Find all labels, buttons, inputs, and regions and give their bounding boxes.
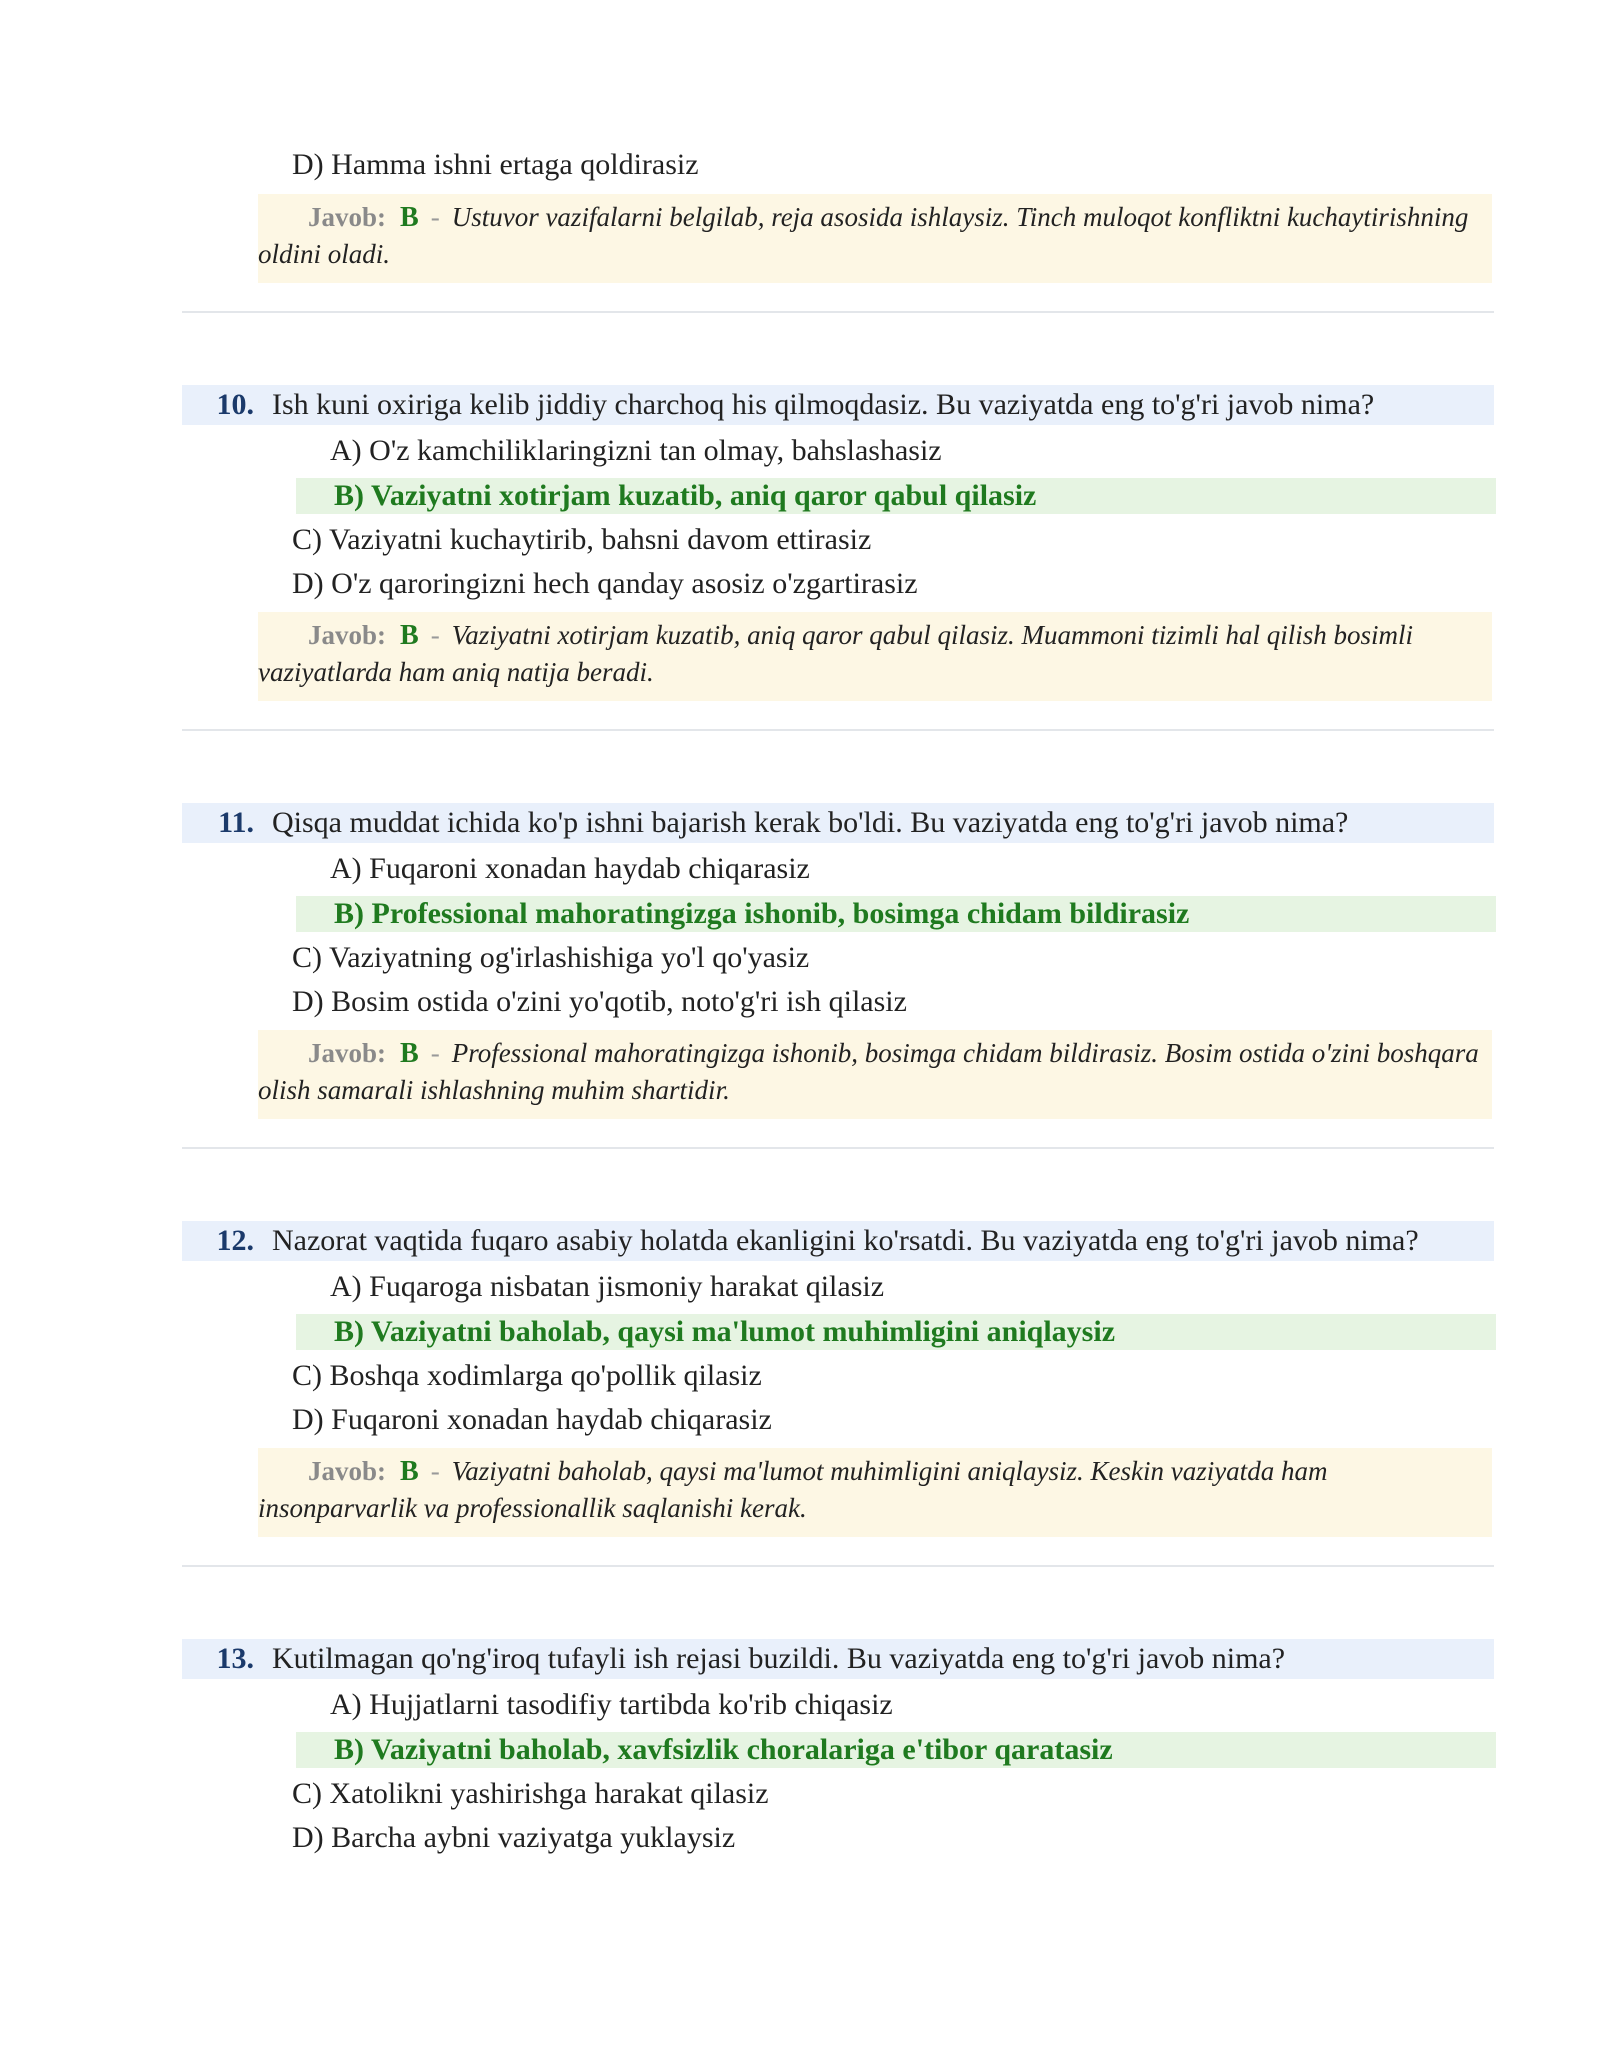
answer-dash: - <box>430 1038 440 1068</box>
question-10-header <box>182 385 1494 425</box>
answer-explanation: Ustuvor vazifalarni belgilab, reja asosida ishlaysiz. Tinch muloqot konfliktni kuchaytirishning oldini oladi. <box>258 202 1469 269</box>
answer-explanation: Vaziyatni xotirjam kuzatib, aniq qaror qabul qilasiz. Muammoni tizimli hal qilish bosimli vaziyatlarda ham aniq natija beradi. <box>258 620 1413 687</box>
answer-letter: B <box>400 202 419 233</box>
question-number: 13. <box>216 1642 254 1675</box>
q11-option-c[interactable]: C) Vaziyatning og'irlashishiga yo'l qo'yasiz <box>292 941 810 974</box>
q11-option-b-correct[interactable]: B) Professional mahoratingizga ishonib, bosimga chidam bildirasiz <box>296 896 1496 932</box>
answer-dash: - <box>430 620 440 650</box>
q13-option-b-correct[interactable]: B) Vaziyatni baholab, xavfsizlik choralariga e'tibor qaratasiz <box>296 1732 1496 1768</box>
divider <box>182 1147 1494 1149</box>
answer-dash: - <box>430 202 440 232</box>
question-number: 11. <box>218 806 254 839</box>
q12-option-c[interactable]: C) Boshqa xodimlarga qo'pollik qilasiz <box>292 1359 762 1392</box>
q11-option-d[interactable]: D) Bosim ostida o'zini yo'qotib, noto'g'ri ish qilasiz <box>292 985 907 1018</box>
q11-option-a[interactable]: A) Fuqaroni xonadan haydab chiqarasiz <box>330 852 810 885</box>
answer-letter: B <box>400 1456 419 1487</box>
question-13-header <box>182 1639 1494 1679</box>
answer-label: Javob: <box>308 202 387 232</box>
q12-option-a[interactable]: A) Fuqaroga nisbatan jismoniy harakat qilasiz <box>330 1270 885 1303</box>
q12-option-b-correct[interactable]: B) Vaziyatni baholab, qaysi ma'lumot muhimligini aniqlaysiz <box>296 1314 1496 1350</box>
question-12-header <box>182 1221 1494 1261</box>
question-number: 10. <box>216 388 254 421</box>
q12-answer-box <box>258 1448 1492 1537</box>
q11-answer-box <box>258 1030 1492 1119</box>
q9-option-d: D) Hamma ishni ertaga qoldirasiz <box>292 148 699 181</box>
divider <box>182 729 1494 731</box>
answer-label: Javob: <box>308 1456 387 1486</box>
q13-option-a[interactable]: A) Hujjatlarni tasodifiy tartibda ko'rib chiqasiz <box>330 1688 893 1721</box>
question-text: Kutilmagan qo'ng'iroq tufayli ish rejasi buzildi. Bu vaziyatda eng to'g'ri javob nima? <box>272 1642 1286 1675</box>
answer-dash: - <box>430 1456 440 1486</box>
q10-option-c[interactable]: C) Vaziyatni kuchaytirib, bahsni davom ettirasiz <box>292 523 872 556</box>
q10-option-d[interactable]: D) O'z qaroringizni hech qanday asosiz o'zgartirasiz <box>292 567 918 600</box>
q10-option-b-correct[interactable]: B) Vaziyatni xotirjam kuzatib, aniq qaror qabul qilasiz <box>296 478 1496 514</box>
answer-explanation: Professional mahoratingizga ishonib, bosimga chidam bildirasiz. Bosim ostida o'zini boshqara olish samarali ishlashning muhim shartidir. <box>258 1038 1479 1105</box>
question-number: 12. <box>216 1224 254 1257</box>
answer-letter: B <box>400 1038 419 1069</box>
q13-option-d[interactable]: D) Barcha aybni vaziyatga yuklaysiz <box>292 1821 736 1854</box>
question-11-header <box>182 803 1494 843</box>
answer-label: Javob: <box>308 1038 387 1068</box>
question-text: Ish kuni oxiriga kelib jiddiy charchoq his qilmoqdasiz. Bu vaziyatda eng to'g'ri javob nima? <box>272 388 1375 421</box>
q12-option-d[interactable]: D) Fuqaroni xonadan haydab chiqarasiz <box>292 1403 772 1436</box>
question-text: Nazorat vaqtida fuqaro asabiy holatda ekanligini ko'rsatdi. Bu vaziyatda eng to'g'ri javob nima? <box>272 1224 1419 1257</box>
q10-answer-box <box>258 612 1492 701</box>
q13-option-c[interactable]: C) Xatolikni yashirishga harakat qilasiz <box>292 1777 769 1810</box>
q10-option-a[interactable]: A) O'z kamchiliklaringizni tan olmay, bahslashasiz <box>330 434 942 467</box>
question-text: Qisqa muddat ichida ko'p ishni bajarish kerak bo'ldi. Bu vaziyatda eng to'g'ri javob nima? <box>272 806 1349 839</box>
divider <box>182 311 1494 313</box>
divider <box>182 1565 1494 1567</box>
answer-explanation: Vaziyatni baholab, qaysi ma'lumot muhimligini aniqlaysiz. Keskin vaziyatda ham insonparvarlik va professionallik saqlanishi kerak. <box>258 1456 1328 1523</box>
answer-letter: B <box>400 620 419 651</box>
q9-answer-box <box>258 194 1492 283</box>
answer-label: Javob: <box>308 620 387 650</box>
